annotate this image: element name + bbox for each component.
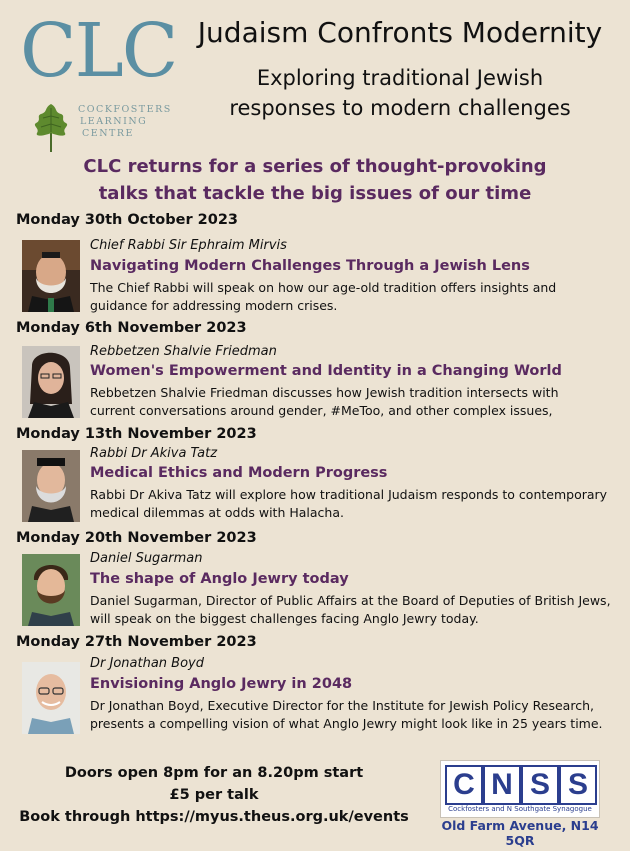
talk-title: The shape of Anglo Jewry today [90,571,349,587]
intro-text [20,153,610,207]
description-line: medical dilemmas at odds with Halacha. [90,505,344,520]
talk-date: Monday 30th October 2023 [16,212,238,228]
talk-title: Envisioning Anglo Jewry in 2048 [90,676,353,692]
speaker-name: Dr Jonathan Boyd [90,656,204,671]
learning-centre-name [78,104,172,140]
synagogue-address: Old Farm Avenue, N14 5QR [441,818,599,848]
speaker-photo [22,450,80,522]
oak-leaf-icon [28,100,74,154]
logo-line-2: LEARNING [80,116,148,127]
page-subtitle [180,63,620,123]
logo-line-3: CENTRE [82,128,134,139]
cnss-letter: S [559,765,597,805]
price-text: £5 per talk [169,787,259,803]
description-line: current conversations around gender, #MeToo, and other complex issues, [90,403,553,418]
description-line: The Chief Rabbi will speak on how our age-old tradition offers insights and [90,280,557,295]
speaker-name: Chief Rabbi Sir Ephraim Mirvis [90,238,287,253]
logo-line-1: COCKFOSTERS [78,104,172,115]
doors-open-text: Doors open 8pm for an 8.20pm start [64,765,364,781]
talk-title: Navigating Modern Challenges Through a Jewish Lens [90,258,530,274]
subtitle-line-1: Exploring traditional Jewish [256,66,544,90]
clc-logo-letters: CLC [20,8,177,94]
talk-description [90,592,620,628]
talk-date: Monday 13th November 2023 [16,426,257,442]
intro-line-2: talks that tackle the big issues of our time [98,183,532,204]
speaker-photo [22,346,80,418]
speaker-name: Rabbi Dr Akiva Tatz [90,446,218,461]
talk-date: Monday 27th November 2023 [16,634,257,650]
description-line: will speak on the biggest challenges facing Anglo Jewry today. [90,611,479,626]
cnss-letter: S [521,765,559,805]
booking-text: Book through https://myus.theus.org.uk/events [19,809,409,825]
description-line: Rabbi Dr Akiva Tatz will explore how traditional Judaism responds to contemporary [90,487,608,502]
talk-description [90,279,620,315]
speaker-photo [22,554,80,626]
event-details [14,762,414,828]
subtitle-line-2: responses to modern challenges [229,96,571,120]
description-line: Daniel Sugarman, Director of Public Affairs at the Board of Deputies of British Jews, [90,593,611,608]
cnss-letter: N [483,765,521,805]
talk-title: Women's Empowerment and Identity in a Changing World [90,363,562,379]
cnss-caption: Cockfosters and N Southgate Synagogue [448,805,592,813]
talk-description [90,486,620,522]
talk-title: Medical Ethics and Modern Progress [90,465,388,481]
talk-description [90,384,620,420]
description-line: guidance for addressing modern crises. [90,298,338,313]
description-line: presents a compelling vision of what Anglo Jewry might look like in 25 years time. [90,716,603,731]
speaker-name: Rebbetzen Shalvie Friedman [90,344,277,359]
description-line: Dr Jonathan Boyd, Executive Director for the Institute for Jewish Policy Research, [90,698,594,713]
talk-date: Monday 20th November 2023 [16,530,257,546]
talk-date: Monday 6th November 2023 [16,320,247,336]
cnss-logo [440,760,600,818]
page-title: Judaism Confronts Modernity [197,16,603,49]
talk-description [90,697,620,733]
cnss-letter: C [445,765,483,805]
speaker-photo [22,662,80,734]
description-line: Rebbetzen Shalvie Friedman discusses how Jewish tradition intersects with [90,385,559,400]
intro-line-1: CLC returns for a series of thought-provoking [83,156,547,177]
speaker-name: Daniel Sugarman [90,551,203,566]
speaker-photo [22,240,80,312]
